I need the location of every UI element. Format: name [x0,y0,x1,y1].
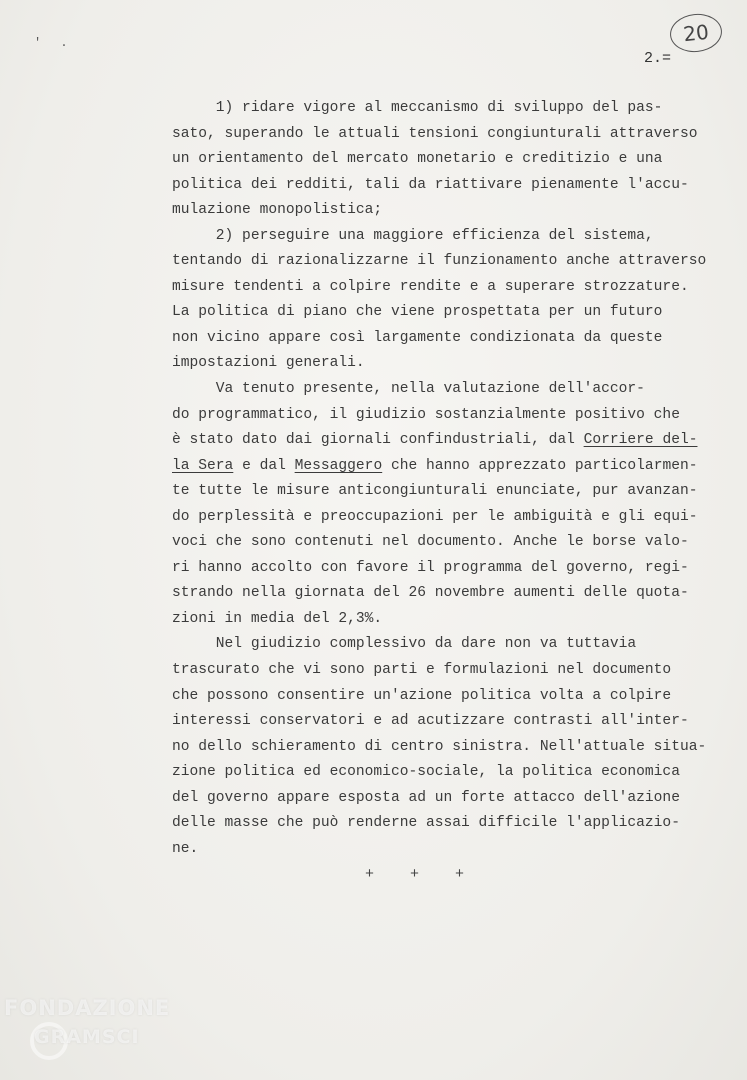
archive-number-stamp: 20 [668,11,724,54]
watermark-line-2: GRAMSCI [34,1026,140,1048]
text-line [172,556,720,582]
watermark-line-1: FONDAZIONE [4,996,171,1020]
text-line [172,224,720,250]
text-run: interessi conservatori e ad acutizzare contrasti all'inter- [172,713,689,730]
text-line [172,811,720,837]
text-run: che hanno apprezzato particolarmen- [382,457,698,474]
text-run: trascurato che vi sono parti e formulazioni nel documento [172,662,672,679]
text-line [172,198,720,224]
text-line [172,786,720,812]
text-line [172,326,720,352]
text-line [172,760,720,786]
text-run: mulazione monopolistica; [172,202,383,219]
text-line [172,684,720,710]
text-run: 2) perseguire una maggiore efficienza del sistema, [172,227,654,244]
text-run: e dal [233,457,295,474]
text-run: politica dei redditi, tali da riattivare pienamente l'accu- [172,176,689,193]
text-line [172,479,720,505]
text-line [172,122,720,148]
text-run: ne. [172,840,199,857]
text-run: do perplessità e preoccupazioni per le ambiguità e gli equi- [172,508,698,525]
text-run: La politica di piano che viene prospettata per un futuro [172,304,663,321]
text-line [172,377,720,403]
text-line [172,709,720,735]
underlined-title: la Sera [172,457,234,474]
text-run: del governo appare esposta ad un forte attacco dell'azione [172,789,680,806]
text-line [172,351,720,377]
text-run: te tutte le misure anticongiunturali enunciate, pur avanzan- [172,483,698,500]
text-line [172,249,720,275]
text-run: misure tendenti a colpire rendite e a superare strozzature. [172,278,689,295]
text-line [172,735,720,761]
text-run: che possono consentire un'azione politica volta a colpire [172,687,672,704]
text-run: ri hanno accolto con favore il programma del governo, regi- [172,559,689,576]
text-run: Va tenuto presente, nella valutazione dell'accor- [172,381,645,398]
text-run: zioni in media del 2,3%. [172,610,383,627]
underlined-title: Messaggero [294,457,383,474]
text-line [172,147,720,173]
text-line [172,837,720,863]
text-run: un orientamento del mercato monetario e creditizio e una [172,151,663,168]
text-line [172,403,720,429]
closing-marks: + + + [365,866,465,883]
text-line [172,530,720,556]
text-run: do programmatico, il giudizio sostanzialmente positivo che [172,406,680,423]
text-line [172,607,720,633]
page-number: 2.= [644,50,672,67]
fondazione-gramsci-watermark [4,996,194,1072]
corner-marks: ' . [34,36,74,50]
text-run: sato, superando le attuali tensioni congiunturali attraverso [172,125,698,142]
underlined-title: Corriere del- [583,432,698,449]
text-line [172,96,720,122]
text-line [172,658,720,684]
text-run: zione politica ed economico-sociale, la politica economica [172,764,680,781]
document-body [172,96,720,862]
text-run: è stato dato dai giornali confindustriali, dal [172,432,584,449]
text-line [172,581,720,607]
text-run: impostazioni generali. [172,355,365,372]
text-line [172,300,720,326]
text-run: delle masse che può renderne assai difficile l'applicazio- [172,815,680,832]
text-run: tentando di razionalizzarne il funzionamento anche attraverso [172,253,707,270]
text-line [172,275,720,301]
text-line [172,173,720,199]
text-line [172,632,720,658]
text-line [172,428,720,454]
text-line [172,454,720,480]
text-run: Nel giudizio complessivo da dare non va tuttavia [172,636,637,653]
text-run: 1) ridare vigore al meccanismo di sviluppo del pas- [172,100,663,116]
text-run: no dello schieramento di centro sinistra. Nell'attuale situa- [172,738,707,755]
text-run: voci che sono contenuti nel documento. Anche le borse valo- [172,534,689,551]
text-run: strando nella giornata del 26 novembre aumenti delle quota- [172,585,689,602]
text-run: non vicino appare così largamente condizionata da queste [172,329,663,346]
text-line [172,505,720,531]
